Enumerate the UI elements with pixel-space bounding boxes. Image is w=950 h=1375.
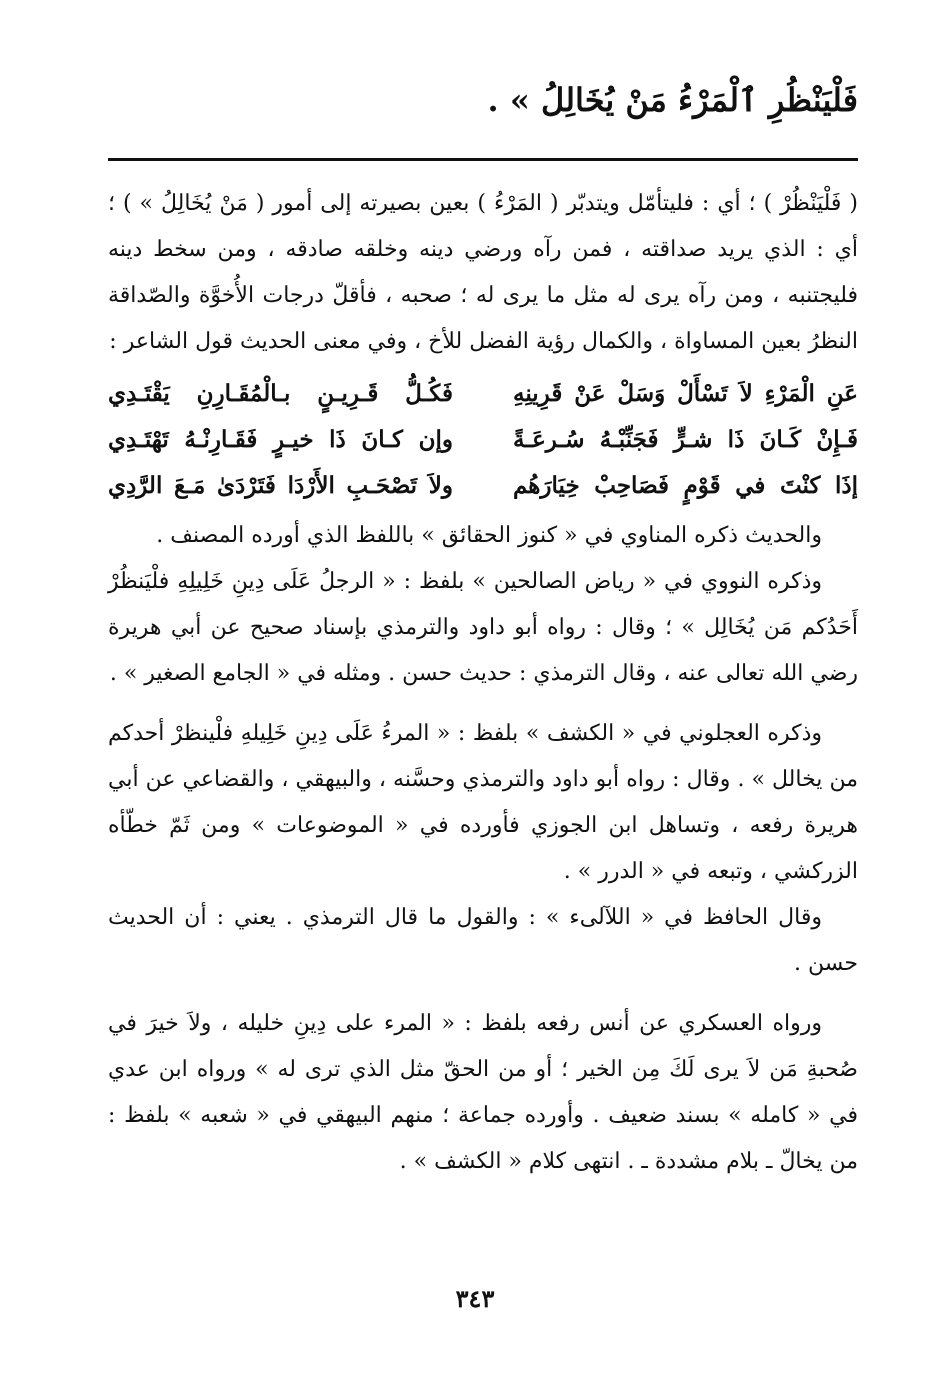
commentary-paragraph: ورواه العسكري عن أنس رفعه بلفظ : « المرء على دِينِ خليله ، ولاَ خيرَ في صُحبةِ مَن لاَ يرى لَكَ مِن الخير ؛ أو من الحقّ مثل الذي ترى له » ورواه ابن عدي في « كامله » بسند ضعيف . وأورده جماعة ؛ منهم البيهقي في « شعبه » بلفظ : من يخالّ ـ بلام مشددة ـ . انتهى كلام « الكشف » . [108,1011,858,1174]
commentary-paragraph: ( فَلْيَنْظُرْ ) ؛ أي : فليتأمّل ويتدبّر ( المَرْءُ ) بعين بصيرته إلى أمور ( مَنْ يُخَالِلُ » ) ؛ أي : الذي يريد صداقته ، فمن رآه ورضي دينه وخلقه صادقه ، ومن سخط دينه فليجتنبه ، ومن رآه يرى له مثل ما يرى له ؛ صحبه ، فأقلّ درجات الأُخوَّة والصّداقة النظرُ بعين المساواة ، والكمال رؤية الفضل للأخ ، وفي معنى الحديث قول الشاعر : [108,191,858,354]
poem [108,371,858,509]
verse-continuation: فَلْيَنْظُرِ ٱلْمَرْءُ مَنْ يُخَالِلُ » . [487,81,858,119]
commentary-paragraph: والحديث ذكره المناوي في « كنوز الحقائق » باللفظ الذي أورده المصنف . [156,523,822,548]
commentary-paragraph: وذكره النووي في « رياض الصالحين » بلفظ : « الرجلُ عَلَى دِينِ خَلِيلِهِ فلْيَنظُرْ أَحَدُكم مَن يُخَالِل » ؛ وقال : رواه أبو داود والترمذي بإسناد صحيح عن أبي هريرة رضي الله تعالى عنه ، وقال الترمذي : حديث حسن . ومثله في « الجامع الصغير » . [108,569,858,686]
poem-hemistich: إذَا كنْتَ في قَوْمٍ فَصَاحِبْ خِيَارَهُم [513,472,858,499]
poem-hemistich: وإن كـانَ ذَا خيـرٍ فَقَـارِنْـهُ تَهْتَـدِي [108,426,453,453]
poem-hemistich: فَـإِنْ كَـانَ ذَا شـرٍّ فَجَنِّبْـهُ سُـرعَـةً [513,426,858,453]
page-number: ٣٤٣ [455,1284,495,1313]
poem-hemistich: ولاَ تَصْحَـبِ الأَرْدَا فَتَرْدَىٰ مَـعَ الرَّدِي [108,472,453,499]
poem-hemistich: فَكُـلُّ قَـرِيـنٍ بـالْمُقَـارِنِ يَقْتَـدِي [108,380,453,407]
poem-hemistich: عَنِ الْمَرْءِ لاَ تَسْأَلْ وَسَلْ عَنْ قَرِينِهِ [513,380,858,407]
commentary-paragraph: وقال الحافظ في « اللآلىء » : والقول ما قال الترمذي . يعني : أن الحديث حسن . [108,905,858,976]
commentary-paragraph: وذكره العجلوني في « الكشف » بلفظ : « المرءُ عَلَى دِينِ خَلِيلهِ فلْينظرْ أحدكم من يخالل » . وقال : رواه أبو داود والترمذي وحسَّنه ، والبيهقي ، والقضاعي عن أبي هريرة رفعه ، وتساهل ابن الجوزي فأورده في « الموضوعات » ومن ثَمّ خطّأه الزركشي ، وتبعه في « الدرر » . [108,721,858,884]
separator-rule [108,158,858,161]
